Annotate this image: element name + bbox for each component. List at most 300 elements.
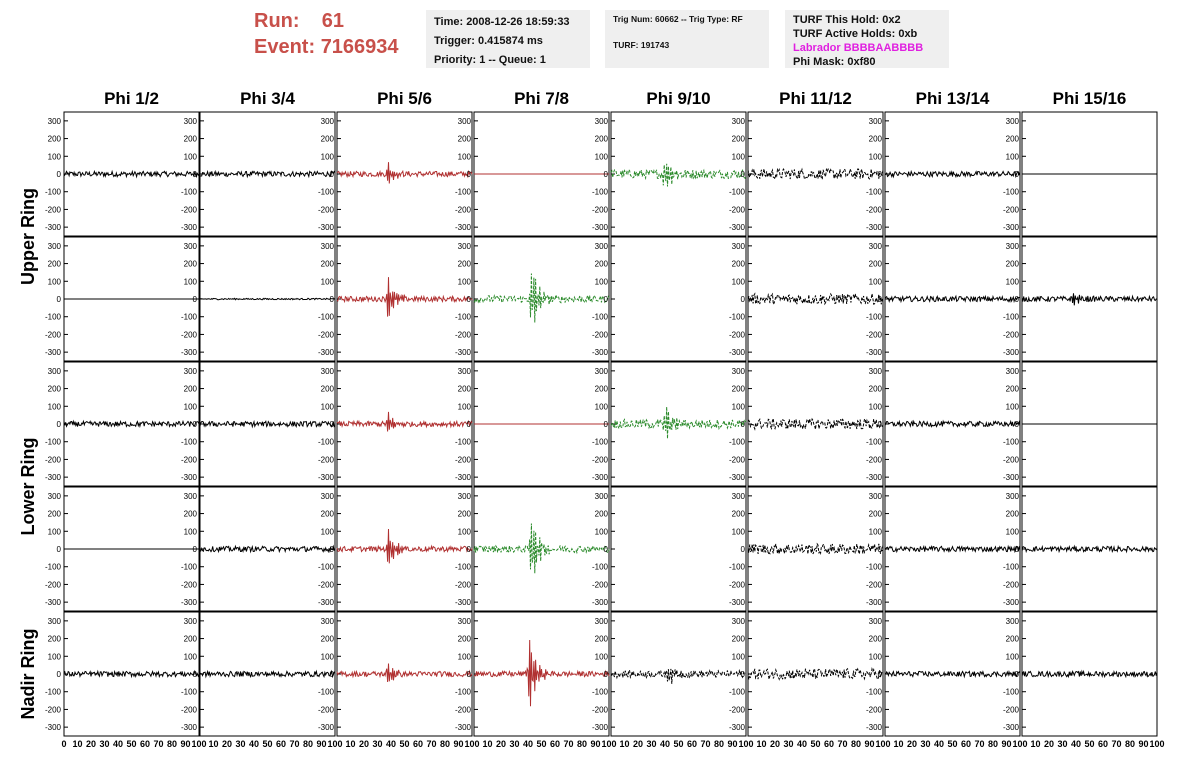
x-tick-label: 100 — [875, 739, 891, 749]
y-tick-label: 0 — [1014, 170, 1019, 179]
y-tick-label: -300 — [1002, 473, 1019, 483]
x-tick-label: 40 — [933, 739, 945, 749]
waveform-series — [200, 421, 335, 426]
event-value: 7166934 — [320, 36, 399, 58]
y-tick-label: 100 — [731, 527, 745, 537]
y-tick-label: 300 — [1005, 241, 1019, 251]
x-tick-label: 100 — [464, 739, 480, 749]
x-tick-label: 50 — [947, 739, 958, 749]
y-tick-label: -300 — [865, 723, 882, 733]
y-tick-label: -300 — [180, 723, 197, 733]
y-tick-label: 200 — [1005, 634, 1019, 644]
y-tick-label: 300 — [183, 366, 197, 376]
y-tick-label: 300 — [47, 491, 61, 501]
x-tick-label: 70 — [153, 739, 164, 749]
y-tick-label: 0 — [329, 545, 334, 554]
y-tick-label: 100 — [594, 402, 608, 412]
y-tick-label: 0 — [603, 295, 608, 304]
y-tick-label: 100 — [1005, 277, 1019, 287]
y-tick-label: -200 — [180, 205, 197, 215]
y-tick-label: 200 — [868, 384, 882, 394]
y-tick-label: 200 — [868, 259, 882, 269]
y-tick-label: 200 — [731, 509, 745, 519]
waveform-series — [885, 421, 1020, 426]
x-tick-label: 70 — [1111, 739, 1122, 749]
ring-label: Lower Ring — [18, 437, 38, 536]
y-tick-label: 0 — [329, 670, 334, 679]
y-tick-label: 300 — [1005, 366, 1019, 376]
y-tick-label: 100 — [594, 152, 608, 162]
y-tick-label: 100 — [594, 527, 608, 537]
y-tick-label: 200 — [1005, 384, 1019, 394]
x-tick-label: 50 — [399, 739, 410, 749]
y-tick-label: 0 — [466, 420, 471, 429]
y-tick-label: 200 — [457, 634, 471, 644]
y-tick-label: -100 — [865, 687, 882, 697]
y-tick-label: -300 — [317, 723, 334, 733]
y-tick-label: -200 — [1002, 205, 1019, 215]
y-tick-label: 300 — [320, 616, 334, 626]
x-tick-label: 10 — [1030, 739, 1041, 749]
x-tick-label: 30 — [646, 739, 657, 749]
y-tick-label: 100 — [183, 152, 197, 162]
y-tick-label: -200 — [591, 705, 608, 715]
x-tick-label: 20 — [769, 739, 781, 749]
y-tick-label: -100 — [44, 187, 61, 197]
x-tick-label: 10 — [756, 739, 767, 749]
y-tick-label: 300 — [594, 366, 608, 376]
waveform-series — [885, 296, 1020, 301]
y-tick-label: -300 — [44, 223, 61, 233]
y-tick-label: -100 — [454, 312, 471, 322]
column-header: Phi 7/8 — [514, 89, 569, 108]
y-tick-label: 0 — [603, 670, 608, 679]
y-tick-label: -300 — [180, 473, 197, 483]
waveform-series — [200, 546, 335, 551]
x-tick-label: 20 — [221, 739, 233, 749]
y-tick-label: -200 — [454, 580, 471, 590]
y-tick-label: 200 — [320, 384, 334, 394]
y-tick-label: -200 — [317, 580, 334, 590]
event-label: Event: — [254, 36, 316, 58]
y-tick-label: 100 — [1005, 652, 1019, 662]
y-tick-label: -300 — [454, 348, 471, 358]
y-tick-label: -200 — [1002, 455, 1019, 465]
y-tick-label: 0 — [877, 295, 882, 304]
y-tick-label: 100 — [868, 652, 882, 662]
y-tick-label: 100 — [320, 277, 334, 287]
waveform-series — [64, 171, 199, 176]
y-tick-label: -200 — [865, 580, 882, 590]
y-tick-label: -100 — [180, 437, 197, 447]
y-tick-label: -300 — [728, 723, 745, 733]
x-tick-label: 80 — [302, 739, 314, 749]
waveform-series — [337, 664, 472, 683]
column-header: Phi 13/14 — [915, 89, 990, 108]
x-tick-label: 100 — [191, 739, 207, 749]
y-tick-label: 100 — [47, 402, 61, 412]
y-tick-label: -100 — [1002, 437, 1019, 447]
x-tick-label: 100 — [1149, 739, 1165, 749]
y-tick-label: -100 — [454, 562, 471, 572]
y-tick-label: 0 — [56, 295, 61, 304]
y-tick-label: 100 — [1005, 527, 1019, 537]
y-tick-label: 100 — [731, 652, 745, 662]
y-tick-label: 100 — [183, 652, 197, 662]
y-tick-label: -100 — [44, 562, 61, 572]
x-tick-label: 20 — [358, 739, 370, 749]
y-tick-label: -300 — [180, 348, 197, 358]
y-tick-label: -200 — [591, 580, 608, 590]
y-tick-label: 100 — [457, 527, 471, 537]
waveform-series — [200, 671, 335, 676]
y-tick-label: -200 — [454, 205, 471, 215]
waveform-series — [200, 171, 335, 176]
x-tick-label: 80 — [850, 739, 862, 749]
y-tick-label: -200 — [728, 580, 745, 590]
y-tick-label: 100 — [320, 402, 334, 412]
y-tick-label: 300 — [868, 241, 882, 251]
waveform-series — [64, 671, 199, 676]
y-tick-label: -100 — [865, 312, 882, 322]
x-tick-label: 10 — [345, 739, 356, 749]
y-tick-label: 100 — [183, 527, 197, 537]
y-tick-label: -300 — [865, 473, 882, 483]
run-label: Run: — [254, 10, 300, 32]
x-tick-label: 50 — [536, 739, 547, 749]
y-tick-label: 0 — [877, 545, 882, 554]
y-tick-label: 0 — [603, 170, 608, 179]
x-tick-label: 30 — [372, 739, 383, 749]
y-tick-label: 200 — [183, 134, 197, 144]
x-tick-label: 20 — [632, 739, 644, 749]
y-tick-label: 200 — [868, 634, 882, 644]
waveform-series — [474, 640, 609, 706]
y-tick-label: 200 — [594, 384, 608, 394]
y-tick-label: 0 — [466, 295, 471, 304]
y-tick-label: 300 — [594, 616, 608, 626]
y-tick-label: -300 — [317, 223, 334, 233]
waveform-series — [337, 162, 472, 183]
x-tick-label: 20 — [85, 739, 97, 749]
y-tick-label: 0 — [192, 670, 197, 679]
x-tick-label: 70 — [563, 739, 574, 749]
waveform-series — [200, 298, 335, 299]
y-tick-label: -300 — [44, 473, 61, 483]
y-tick-label: -100 — [591, 687, 608, 697]
y-tick-label: 0 — [56, 170, 61, 179]
y-tick-label: 100 — [457, 277, 471, 287]
x-tick-label: 90 — [1001, 739, 1012, 749]
y-tick-label: -300 — [591, 473, 608, 483]
x-tick-label: 90 — [1138, 739, 1149, 749]
column-header: Phi 15/16 — [1052, 89, 1127, 108]
y-tick-label: -100 — [454, 687, 471, 697]
x-tick-label: 30 — [783, 739, 794, 749]
y-tick-label: 0 — [1014, 295, 1019, 304]
x-tick-label: 10 — [619, 739, 630, 749]
y-tick-label: -200 — [44, 455, 61, 465]
y-tick-label: 0 — [329, 295, 334, 304]
y-tick-label: 300 — [594, 241, 608, 251]
x-tick-label: 60 — [549, 739, 561, 749]
turf-text: TURF: 191743 — [613, 40, 670, 50]
y-tick-label: -200 — [454, 455, 471, 465]
ring-label: Nadir Ring — [18, 628, 38, 720]
y-tick-label: 200 — [594, 509, 608, 519]
y-tick-label: -200 — [454, 330, 471, 340]
y-tick-label: 0 — [1014, 420, 1019, 429]
x-tick-label: 90 — [316, 739, 327, 749]
trig-num-text: Trig Num: 60662 -- Trig Type: RF — [613, 14, 743, 24]
y-tick-label: -300 — [454, 223, 471, 233]
y-tick-label: 100 — [868, 152, 882, 162]
y-tick-label: 200 — [47, 259, 61, 269]
y-tick-label: 200 — [47, 384, 61, 394]
x-tick-label: 100 — [327, 739, 343, 749]
y-tick-label: 300 — [457, 491, 471, 501]
y-tick-label: 100 — [320, 527, 334, 537]
y-tick-label: -100 — [44, 437, 61, 447]
waveform-series — [64, 421, 199, 426]
y-tick-label: -200 — [728, 705, 745, 715]
y-tick-label: 200 — [47, 134, 61, 144]
x-tick-label: 70 — [700, 739, 711, 749]
y-tick-label: 200 — [320, 259, 334, 269]
x-tick-label: 20 — [1043, 739, 1055, 749]
y-tick-label: -100 — [317, 687, 334, 697]
y-tick-label: 300 — [1005, 491, 1019, 501]
x-tick-label: 50 — [1084, 739, 1095, 749]
x-tick-label: 40 — [385, 739, 397, 749]
y-tick-label: 200 — [731, 384, 745, 394]
y-tick-label: 0 — [1014, 545, 1019, 554]
y-tick-label: 200 — [731, 134, 745, 144]
y-tick-label: -200 — [1002, 580, 1019, 590]
y-tick-label: 200 — [320, 634, 334, 644]
y-tick-label: -200 — [180, 705, 197, 715]
y-tick-label: -100 — [44, 687, 61, 697]
y-tick-label: -300 — [591, 598, 608, 608]
y-tick-label: -300 — [44, 598, 61, 608]
y-tick-label: 200 — [457, 509, 471, 519]
x-tick-label: 10 — [893, 739, 904, 749]
y-tick-label: 0 — [466, 545, 471, 554]
y-tick-label: -200 — [180, 580, 197, 590]
y-tick-label: -200 — [1002, 705, 1019, 715]
y-tick-label: 200 — [183, 259, 197, 269]
column-header: Phi 5/6 — [377, 89, 432, 108]
y-tick-label: 100 — [1005, 152, 1019, 162]
y-tick-label: 300 — [868, 491, 882, 501]
x-tick-label: 40 — [112, 739, 124, 749]
x-tick-label: 50 — [126, 739, 137, 749]
y-tick-label: 200 — [1005, 259, 1019, 269]
x-tick-label: 70 — [974, 739, 985, 749]
x-tick-label: 80 — [1124, 739, 1136, 749]
y-tick-label: -300 — [180, 598, 197, 608]
y-tick-label: -100 — [1002, 187, 1019, 197]
y-tick-label: 0 — [56, 420, 61, 429]
waveform-series — [1022, 671, 1157, 676]
y-tick-label: 300 — [47, 116, 61, 126]
y-tick-label: -200 — [865, 705, 882, 715]
waveform-series — [611, 669, 746, 684]
column-header: Phi 9/10 — [646, 89, 711, 108]
y-tick-label: 100 — [183, 277, 197, 287]
y-tick-label: 300 — [320, 241, 334, 251]
y-tick-label: 300 — [183, 241, 197, 251]
y-tick-label: -300 — [1002, 223, 1019, 233]
y-tick-label: 0 — [466, 670, 471, 679]
labrador-text: Labrador BBBBAABBBB — [793, 42, 924, 54]
x-tick-label: 100 — [1012, 739, 1028, 749]
y-tick-label: -100 — [317, 312, 334, 322]
y-tick-label: 0 — [877, 420, 882, 429]
y-tick-label: 0 — [192, 170, 197, 179]
waveform-series — [611, 164, 746, 187]
y-tick-label: -200 — [180, 455, 197, 465]
y-tick-label: 300 — [594, 491, 608, 501]
y-tick-label: 100 — [47, 527, 61, 537]
y-tick-label: 200 — [868, 509, 882, 519]
y-tick-label: 300 — [320, 491, 334, 501]
y-tick-label: -100 — [591, 562, 608, 572]
x-tick-label: 30 — [235, 739, 246, 749]
y-tick-label: 300 — [594, 116, 608, 126]
y-tick-label: -200 — [317, 205, 334, 215]
y-tick-label: 200 — [183, 384, 197, 394]
y-tick-label: 300 — [47, 616, 61, 626]
y-tick-label: -200 — [865, 330, 882, 340]
waveform-series — [885, 546, 1020, 551]
y-tick-label: -100 — [180, 687, 197, 697]
y-tick-label: -300 — [865, 223, 882, 233]
y-tick-label: -300 — [317, 473, 334, 483]
y-tick-label: 0 — [192, 545, 197, 554]
turf-active-text: TURF Active Holds: 0xb — [793, 28, 918, 40]
y-tick-label: 300 — [868, 366, 882, 376]
x-tick-label: 10 — [72, 739, 83, 749]
waveform-series — [748, 669, 883, 680]
y-tick-label: -100 — [1002, 687, 1019, 697]
y-tick-label: -300 — [1002, 598, 1019, 608]
turf-hold-text: TURF This Hold: 0x2 — [793, 14, 901, 26]
x-tick-label: 70 — [837, 739, 848, 749]
y-tick-label: -300 — [1002, 723, 1019, 733]
x-tick-label: 80 — [987, 739, 999, 749]
y-tick-label: 200 — [47, 634, 61, 644]
y-tick-label: -200 — [591, 455, 608, 465]
y-tick-label: 0 — [740, 670, 745, 679]
x-tick-label: 50 — [673, 739, 684, 749]
y-tick-label: 300 — [1005, 116, 1019, 126]
y-tick-label: 200 — [320, 134, 334, 144]
y-tick-label: 0 — [329, 420, 334, 429]
y-tick-label: 200 — [457, 259, 471, 269]
x-tick-label: 90 — [180, 739, 191, 749]
y-tick-label: 300 — [1005, 616, 1019, 626]
y-tick-label: 100 — [320, 652, 334, 662]
x-tick-label: 10 — [482, 739, 493, 749]
x-tick-label: 80 — [439, 739, 451, 749]
y-tick-label: 200 — [868, 134, 882, 144]
y-tick-label: 100 — [731, 402, 745, 412]
x-tick-label: 100 — [601, 739, 617, 749]
waveform-series — [1022, 546, 1157, 551]
x-tick-label: 60 — [823, 739, 835, 749]
y-tick-label: 300 — [320, 116, 334, 126]
y-tick-label: 300 — [47, 366, 61, 376]
ring-label: Upper Ring — [18, 188, 38, 285]
x-tick-label: 90 — [453, 739, 464, 749]
y-tick-label: -300 — [728, 598, 745, 608]
y-tick-label: 300 — [731, 616, 745, 626]
y-tick-label: 200 — [594, 134, 608, 144]
y-tick-label: -200 — [1002, 330, 1019, 340]
y-tick-label: -100 — [728, 687, 745, 697]
y-tick-label: -300 — [180, 223, 197, 233]
y-tick-label: -200 — [591, 330, 608, 340]
y-tick-label: 0 — [192, 420, 197, 429]
y-tick-label: 200 — [731, 634, 745, 644]
y-tick-label: -100 — [180, 187, 197, 197]
y-tick-label: -300 — [1002, 348, 1019, 358]
y-tick-label: 300 — [731, 491, 745, 501]
y-tick-label: -100 — [317, 437, 334, 447]
y-tick-label: 300 — [47, 241, 61, 251]
y-tick-label: -100 — [454, 187, 471, 197]
y-tick-label: -100 — [591, 187, 608, 197]
y-tick-label: -100 — [1002, 562, 1019, 572]
x-tick-label: 80 — [166, 739, 178, 749]
x-tick-label: 60 — [412, 739, 424, 749]
y-tick-label: -300 — [865, 348, 882, 358]
y-tick-label: 0 — [466, 170, 471, 179]
y-tick-label: 0 — [192, 295, 197, 304]
y-tick-label: 0 — [56, 545, 61, 554]
y-tick-label: 200 — [1005, 509, 1019, 519]
y-tick-label: 200 — [457, 134, 471, 144]
y-tick-label: 100 — [868, 402, 882, 412]
y-tick-label: 200 — [320, 509, 334, 519]
y-tick-label: 300 — [868, 116, 882, 126]
y-tick-label: 100 — [47, 652, 61, 662]
column-header: Phi 11/12 — [779, 89, 852, 108]
y-tick-label: 100 — [457, 402, 471, 412]
x-tick-label: 60 — [686, 739, 698, 749]
y-tick-label: 300 — [731, 241, 745, 251]
x-tick-label: 60 — [275, 739, 287, 749]
x-tick-label: 40 — [659, 739, 671, 749]
waveform-series — [337, 277, 472, 317]
y-tick-label: 200 — [457, 384, 471, 394]
y-tick-label: -100 — [728, 562, 745, 572]
y-tick-label: -200 — [591, 205, 608, 215]
y-tick-label: -200 — [44, 205, 61, 215]
waveform-series — [337, 529, 472, 563]
y-tick-label: 100 — [457, 652, 471, 662]
y-tick-label: 100 — [868, 527, 882, 537]
x-tick-label: 30 — [1057, 739, 1068, 749]
y-tick-label: -300 — [317, 598, 334, 608]
y-tick-label: -100 — [591, 312, 608, 322]
y-tick-label: -200 — [180, 330, 197, 340]
y-tick-label: -300 — [591, 723, 608, 733]
x-tick-label: 30 — [920, 739, 931, 749]
y-tick-label: 0 — [1014, 670, 1019, 679]
y-tick-label: -100 — [44, 312, 61, 322]
